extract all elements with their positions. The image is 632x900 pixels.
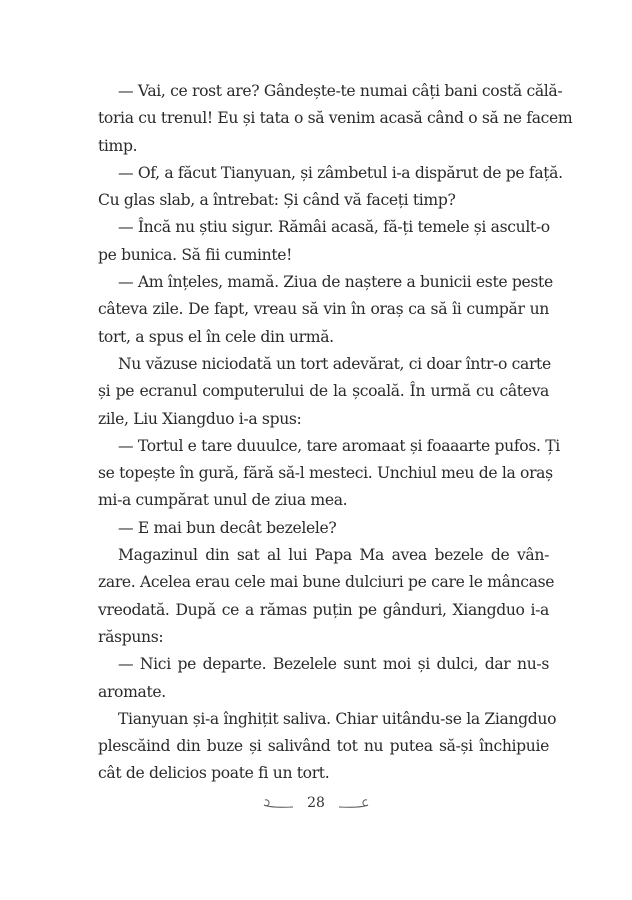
text-line: Magazinul din sat al lui Papa Ma avea bezele de vân- xyxy=(118,546,549,565)
page-number: 28 xyxy=(307,795,325,811)
text-line: zile, Liu Xiangduo i-a spus: xyxy=(98,409,302,428)
text-line: aromate. xyxy=(98,682,166,701)
text-line: Cu glas slab, a întrebat: Și când vă faceți timp? xyxy=(98,191,456,210)
text-line: răspuns: xyxy=(98,627,164,646)
text-line: mi-a cumpărat unul de ziua mea. xyxy=(98,491,348,510)
text-line: — Tortul e tare duuulce, tare aromaat și foaaarte pufos. Ți xyxy=(118,436,560,455)
text-line: zare. Acelea erau cele mai bune dulciuri pe care le mâncase xyxy=(98,573,555,592)
right-ornament-icon xyxy=(339,796,373,810)
text-line: și pe ecranul computerului de la școală. În urmă cu câteva xyxy=(98,382,549,401)
page-footer xyxy=(0,795,632,811)
left-ornament-icon xyxy=(259,796,293,810)
text-line: — Vai, ce rost are? Gândește-te numai câți bani costă călă- xyxy=(118,82,563,100)
text-line: toria cu trenul! Eu și tata o să venim acasă când o să ne facem xyxy=(98,109,573,128)
text-line: — E mai bun decât bezelele? xyxy=(118,518,337,537)
text-line: — Încă nu știu sigur. Rămâi acasă, fă-ți temele și ascult-o xyxy=(118,218,550,237)
body-text xyxy=(98,78,573,788)
text-line: plescăind din buze și salivând tot nu putea să-și închipuie xyxy=(98,737,549,756)
text-line: cât de delicios poate fi un tort. xyxy=(98,764,330,783)
text-line: pe bunica. Să fii cuminte! xyxy=(98,245,293,264)
text-line: câteva zile. De fapt, vreau să vin în oraș ca să îi cumpăr un xyxy=(98,300,549,319)
text-line: — Am înțeles, mamă. Ziua de naștere a bunicii este peste xyxy=(118,273,553,292)
text-line: — Nici pe departe. Bezelele sunt moi și dulci, dar nu-s xyxy=(118,655,549,674)
text-line: Tianyuan și-a înghițit saliva. Chiar uitându-se la Ziangduo xyxy=(118,709,557,728)
text-line: Nu văzuse niciodată un tort adevărat, ci doar într-o carte xyxy=(118,354,551,373)
text-line: vreodată. După ce a rămas puțin pe gânduri, Xiangduo i-a xyxy=(98,600,549,619)
text-line: se topește în gură, fără să-l mesteci. Unchiul meu de la oraș xyxy=(98,464,553,483)
text-line: timp. xyxy=(98,136,138,155)
text-line: tort, a spus el în cele din urmă. xyxy=(98,327,334,346)
text-line: — Of, a făcut Tianyuan, și zâmbetul i-a dispărut de pe față. xyxy=(118,163,563,182)
